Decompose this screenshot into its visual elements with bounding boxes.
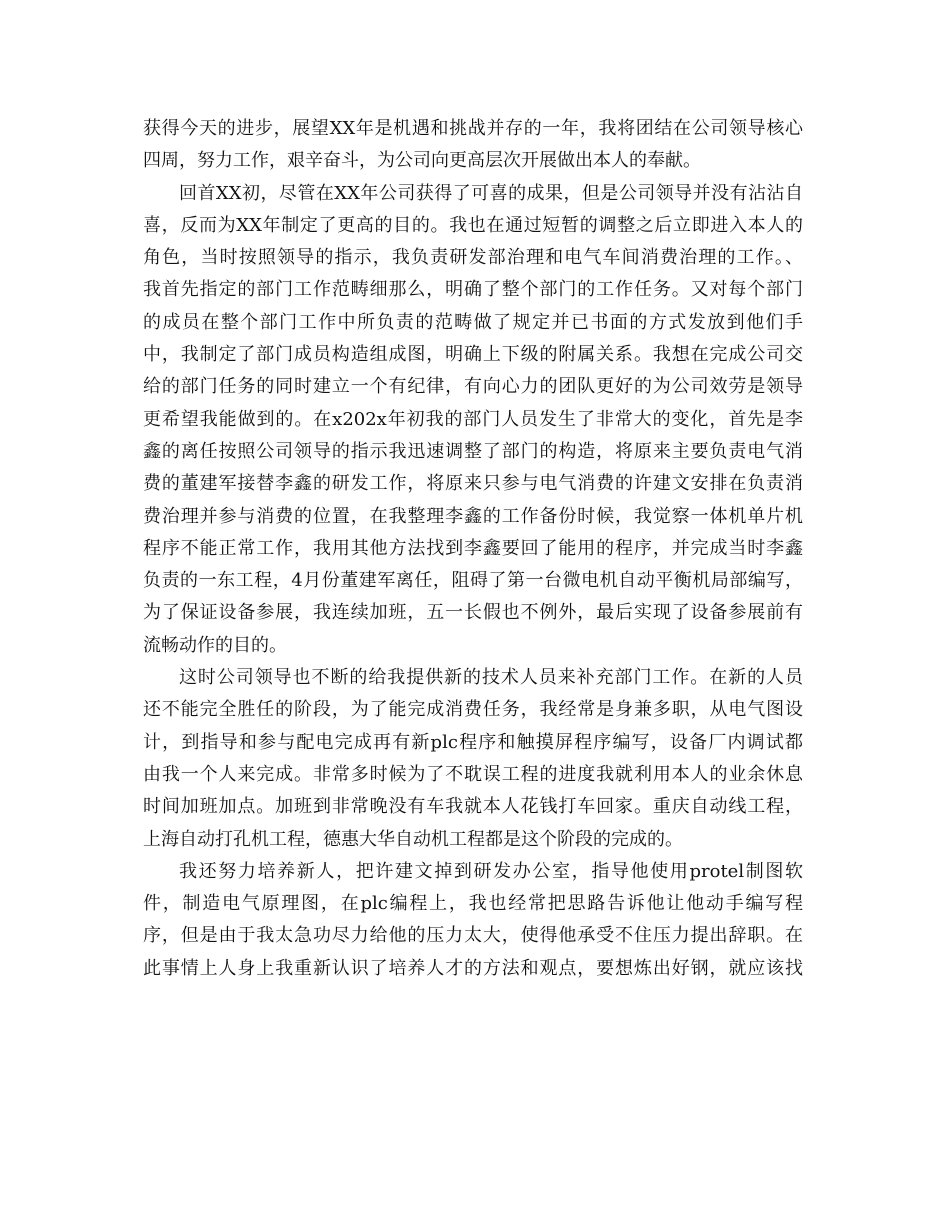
text-line: 获得今天的进步，展望XX年是机遇和挑战并存的一年，我将团结在公司领导核心 [143, 118, 803, 139]
text-line: 这时公司领导也不断的给我提供新的技术人员来补充部门工作。在新的人员 [179, 667, 803, 689]
text-line: 角色，当时按照领导的指示，我负责研发部治理和电气车间消费治理的工作。、 [143, 247, 803, 269]
paragraph-4 [143, 856, 803, 985]
paragraph-2 [143, 178, 803, 662]
text-line: 负责的一东工程，4月份董建军离任，阻碍了第一台微电机自动平衡机局部编写， [143, 570, 803, 592]
text-line: 还不能完全胜任的阶段，为了能完成消费任务，我经常是身兼多职，从电气图设 [143, 699, 803, 721]
text-line: 更希望我能做到的。在x202x年初我的部门人员发生了非常大的变化，首先是李 [143, 408, 803, 430]
text-line: 费的董建军接替李鑫的研发工作，将原来只参与电气消费的许建文安排在负责消 [143, 473, 803, 495]
text-line: 时间加班加点。加班到非常晚没有车我就本人花钱打车回家。重庆自动线工程， [143, 796, 803, 818]
text-line: 我首先指定的部门工作范畴细那么，明确了整个部门的工作任务。又对每个部门 [143, 279, 803, 301]
text-line: 鑫的离任按照公司领导的指示我迅速调整了部门的构造，将原来主要负责电气消 [143, 440, 803, 462]
text-line: 流畅动作的目的。 [143, 634, 287, 656]
text-line: 的成员在整个部门工作中所负责的范畴做了规定并已书面的方式发放到他们手 [143, 311, 803, 333]
text-line: 上海自动打孔机工程，德惠大华自动机工程都是这个阶段的完成的。 [143, 828, 683, 850]
text-line: 给的部门任务的同时建立一个有纪律，有向心力的团队更好的为公司效劳是领导 [143, 376, 803, 398]
text-line: 中，我制定了部门成员构造组成图，明确上下级的附属关系。我想在完成公司交 [143, 344, 803, 366]
text-line: 我还努力培养新人，把许建文掉到研发办公室，指导他使用protel制图软 [179, 860, 803, 882]
text-line: 为了保证设备参展，我连续加班，五一长假也不例外，最后实现了设备参展前有 [143, 602, 803, 624]
text-line: 计，到指导和参与配电完成再有新plc程序和触摸屏程序编写，设备厂内调试都 [143, 731, 803, 753]
text-line: 回首XX初，尽管在XX年公司获得了可喜的成果，但是公司领导并没有沾沾自 [179, 182, 803, 204]
text-line: 由我一个人来完成。非常多时候为了不耽误工程的进度我就利用本人的业余休息 [143, 763, 803, 785]
text-line: 此事情上人身上我重新认识了培养人才的方法和观点，要想炼出好钢，就应该找 [143, 957, 803, 979]
text-line: 四周，努力工作，艰辛奋斗，为公司向更高层次开展做出本人的奉献。 [143, 150, 701, 172]
document-body [143, 113, 803, 985]
text-line: 件，制造电气原理图，在plc编程上，我也经常把思路告诉他让他动手编写程 [143, 893, 803, 915]
text-line: 费治理并参与消费的位置，在我整理李鑫的工作备份时候，我觉察一体机单片机 [143, 505, 803, 527]
paragraph-1 [143, 113, 803, 178]
text-line: 喜，反而为XX年制定了更高的目的。我也在通过短暂的调整之后立即进入本人的 [143, 214, 803, 236]
text-line: 序，但是由于我太急功尽力给他的压力太大，使得他承受不住压力提出辞职。在 [143, 925, 803, 947]
text-line: 程序不能正常工作，我用其他方法找到李鑫要回了能用的程序，并完成当时李鑫 [143, 537, 803, 559]
paragraph-3 [143, 662, 803, 856]
